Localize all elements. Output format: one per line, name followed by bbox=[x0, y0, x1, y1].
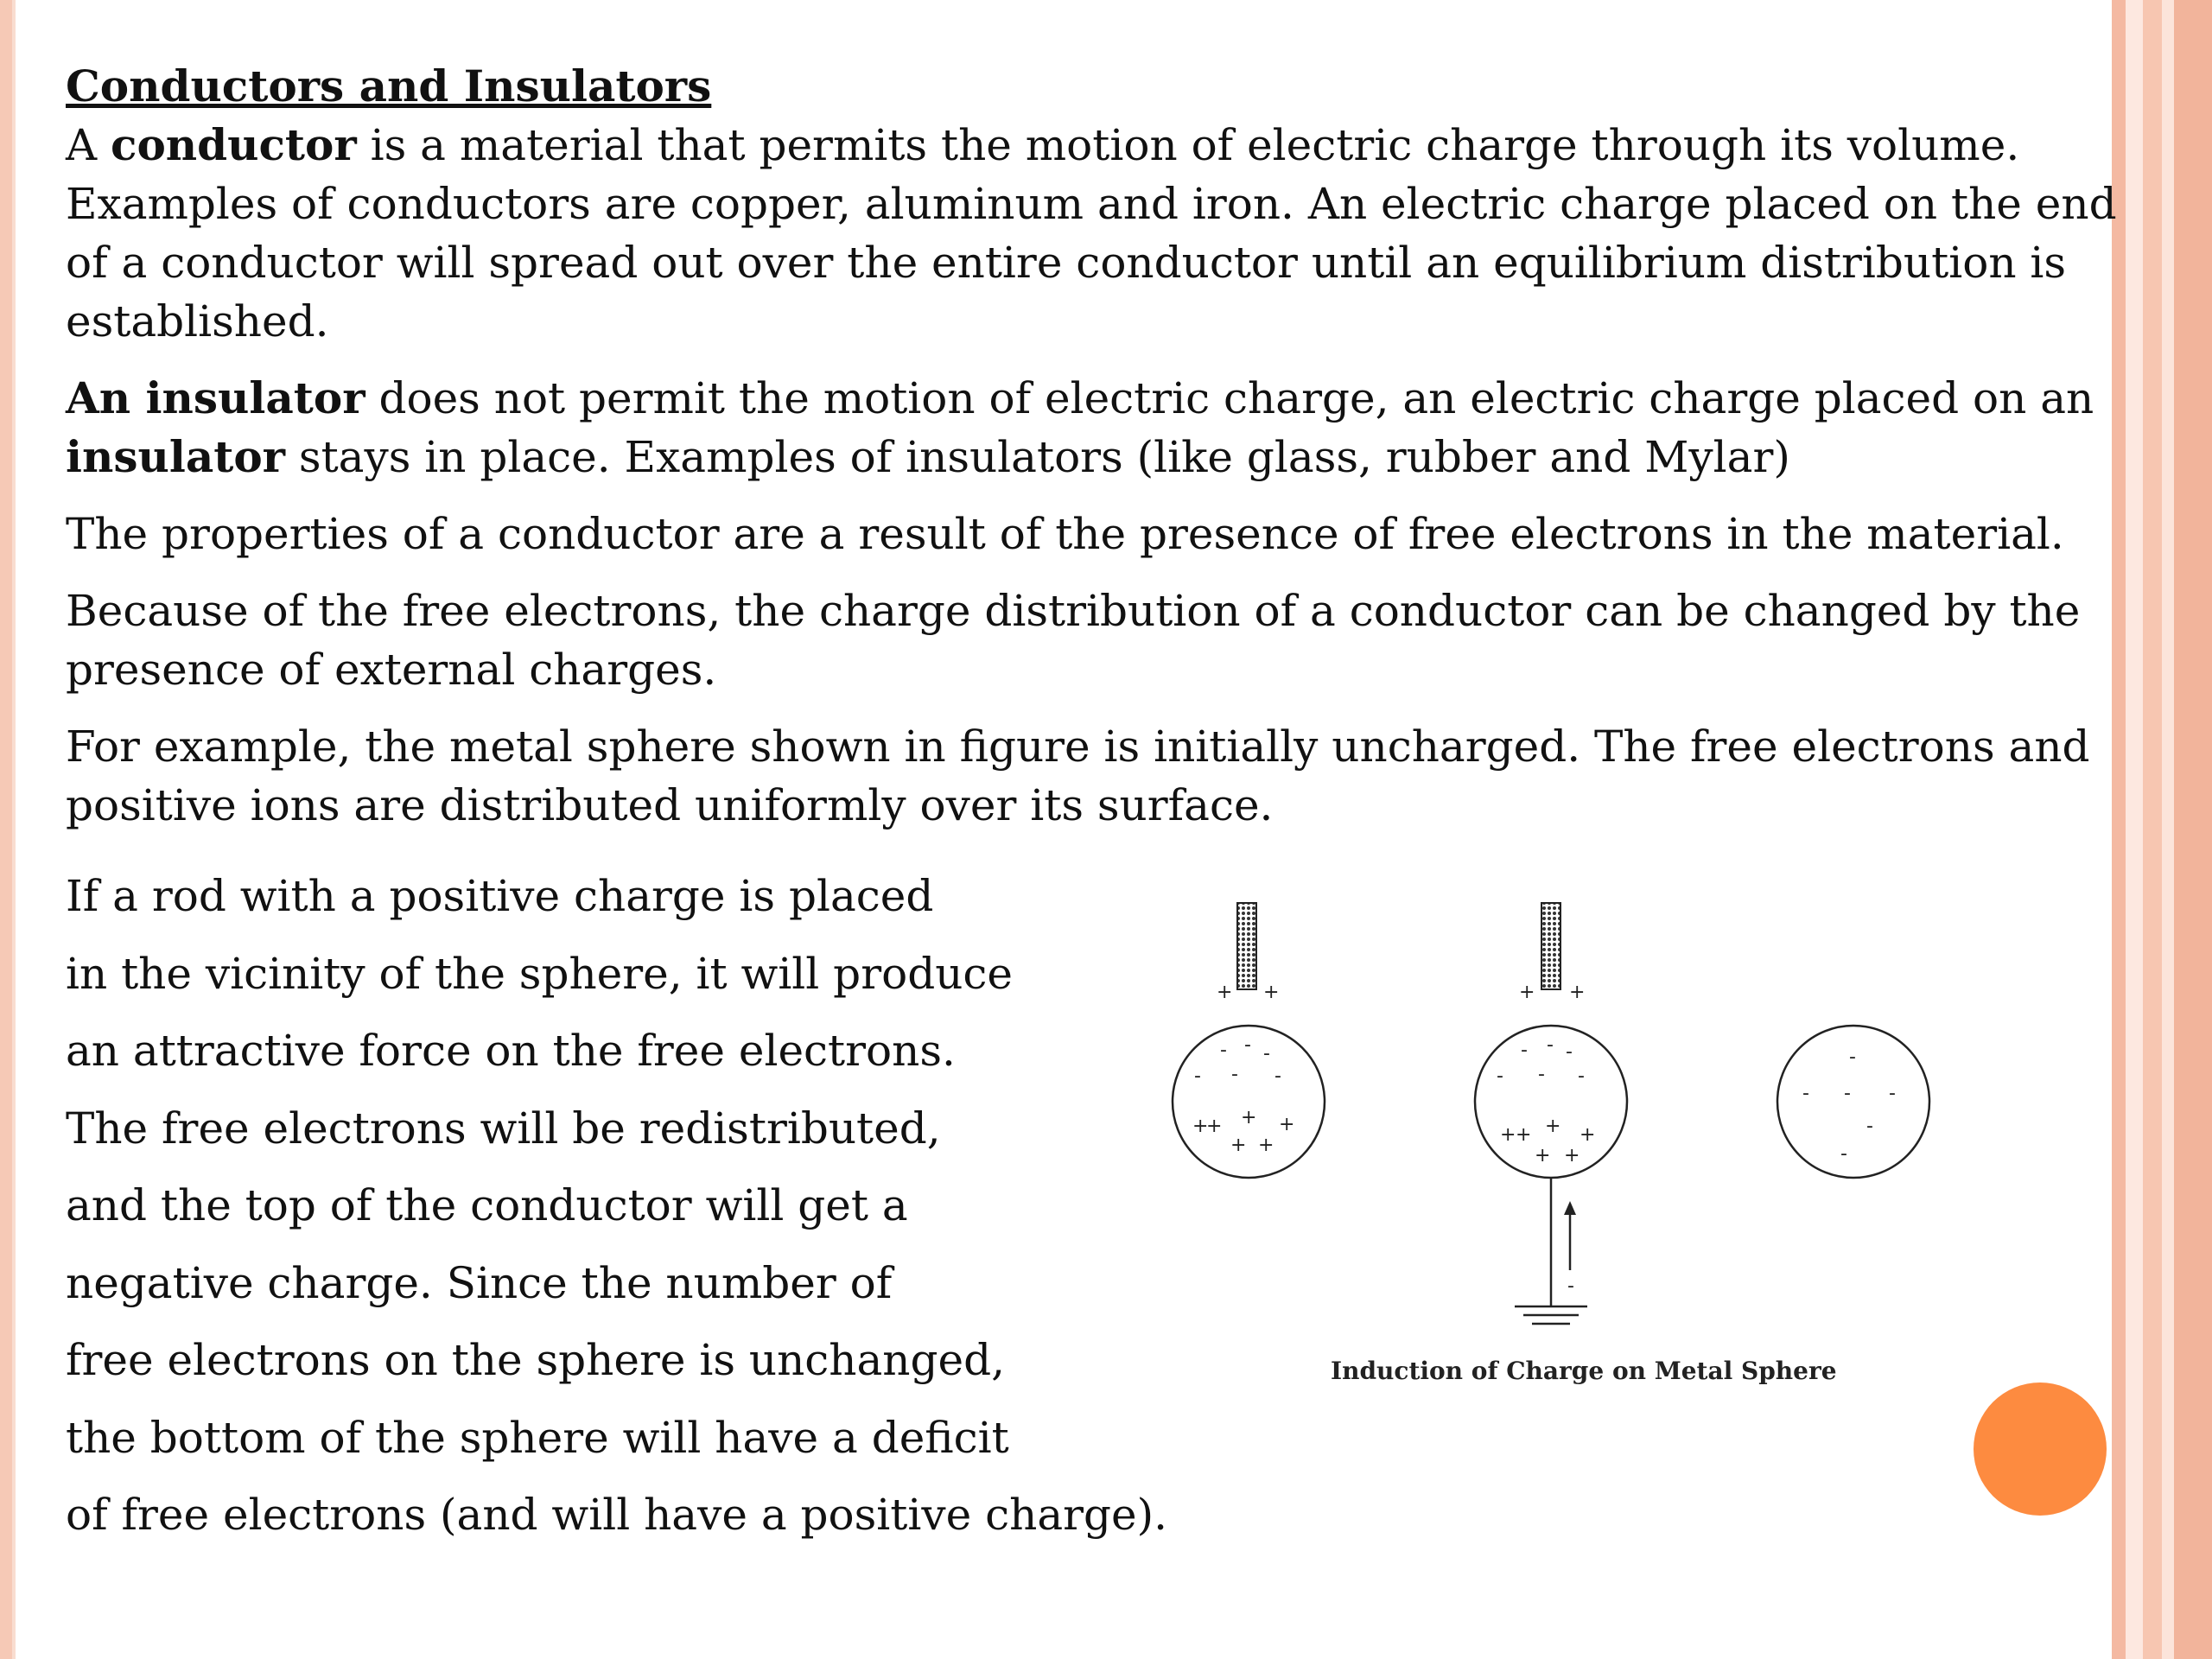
explanation-line: the bottom of the sphere will have a deficit bbox=[66, 1412, 1009, 1463]
term-conductor: conductor bbox=[111, 119, 357, 170]
svg-text:-: - bbox=[1220, 1039, 1227, 1061]
svg-text:-: - bbox=[1844, 1083, 1851, 1104]
svg-text:-: - bbox=[1566, 1041, 1573, 1063]
slide-body bbox=[66, 57, 2157, 853]
svg-text:-: - bbox=[1849, 1046, 1856, 1068]
paragraph-conductor: A conductor is a material that permits the motion of electric charge through its volume. Examples of conductors are copper, aluminum and iron. An electric charge placed on the end of a conductor will spread out over the entire conductor until an equilibrium distribution is established. bbox=[66, 119, 2117, 346]
slide-title: Conductors and Insulators bbox=[66, 60, 712, 111]
explanation-line: If a rod with a positive charge is placed bbox=[66, 871, 934, 921]
paragraph-insulator: An insulator does not permit the motion of electric charge, an electric charge placed on an insulator stays in place. Examples of insulators (like glass, rubber and Mylar) bbox=[66, 372, 2094, 482]
induction-figure bbox=[1158, 890, 1896, 1391]
figure-caption: Induction of Charge on Metal Sphere bbox=[1331, 1357, 1837, 1385]
svg-text:+: + bbox=[1263, 982, 1280, 1003]
panel-grounded-sphere bbox=[1475, 903, 1627, 1324]
arrow-head bbox=[1564, 1201, 1576, 1215]
right-frame-stripe bbox=[2174, 0, 2212, 1659]
explanation-line: an attractive force on the free electrons. bbox=[66, 1026, 956, 1076]
svg-text:+: + bbox=[1206, 1116, 1223, 1137]
explanation-line: in the vicinity of the sphere, it will produce bbox=[66, 948, 1013, 999]
explanation-line: The free electrons will be redistributed, bbox=[66, 1103, 941, 1154]
panel-rod-near-sphere bbox=[1173, 903, 1325, 1178]
panel-isolated-sphere bbox=[1777, 1026, 1929, 1178]
svg-text:-: - bbox=[1889, 1083, 1896, 1104]
svg-text:-: - bbox=[1866, 1116, 1873, 1137]
svg-text:+: + bbox=[1500, 1124, 1516, 1146]
svg-text:-: - bbox=[1244, 1034, 1251, 1056]
term-insulator: An insulator bbox=[66, 372, 365, 423]
charged-rod bbox=[1237, 903, 1256, 989]
svg-text:-: - bbox=[1840, 1143, 1847, 1165]
explanation-line: of free electrons (and will have a positive charge). bbox=[66, 1490, 1168, 1540]
svg-text:+: + bbox=[1516, 1124, 1532, 1146]
right-frame-stripe bbox=[2162, 0, 2174, 1659]
induction-explanation bbox=[66, 858, 1167, 1554]
svg-text:+: + bbox=[1519, 982, 1535, 1003]
svg-text:-: - bbox=[1497, 1065, 1503, 1087]
svg-text:-: - bbox=[1547, 1034, 1554, 1056]
svg-text:+: + bbox=[1241, 1107, 1257, 1128]
svg-text:-: - bbox=[1274, 1065, 1281, 1087]
svg-text:+: + bbox=[1230, 1135, 1247, 1156]
svg-text:+: + bbox=[1192, 1116, 1209, 1137]
svg-text:-: - bbox=[1567, 1275, 1574, 1297]
left-border bbox=[0, 0, 12, 1659]
explanation-line: negative charge. Since the number of bbox=[66, 1257, 893, 1308]
explanation-line: free electrons on the sphere is unchanged, bbox=[66, 1335, 1005, 1385]
svg-text:+: + bbox=[1258, 1135, 1274, 1156]
svg-text:+: + bbox=[1545, 1116, 1561, 1137]
svg-text:-: - bbox=[1578, 1065, 1585, 1087]
svg-text:-: - bbox=[1521, 1039, 1528, 1061]
svg-text:+: + bbox=[1564, 1145, 1580, 1166]
svg-text:-: - bbox=[1263, 1043, 1270, 1065]
svg-text:-: - bbox=[1802, 1083, 1809, 1104]
paragraph-properties: The properties of a conductor are a result of the presence of free electrons in the material. bbox=[66, 509, 2064, 559]
accent-circle bbox=[1974, 1382, 2107, 1516]
paragraph-free-electrons: Because of the free electrons, the charge distribution of a conductor can be changed by the presence of external charges. bbox=[66, 586, 2081, 695]
svg-text:-: - bbox=[1538, 1064, 1545, 1085]
svg-text:+: + bbox=[1279, 1114, 1295, 1135]
svg-text:+: + bbox=[1217, 982, 1233, 1003]
svg-text:+: + bbox=[1569, 982, 1586, 1003]
svg-text:-: - bbox=[1231, 1064, 1238, 1085]
svg-text:-: - bbox=[1194, 1065, 1201, 1087]
paragraph-example: For example, the metal sphere shown in figure is initially uncharged. The free electrons and positive ions are distributed uniformly over its surface. bbox=[66, 721, 2090, 830]
svg-text:+: + bbox=[1580, 1124, 1596, 1146]
explanation-line: and the top of the conductor will get a bbox=[66, 1180, 908, 1230]
svg-text:+: + bbox=[1535, 1145, 1551, 1166]
charged-rod bbox=[1541, 903, 1560, 989]
term-insulator-2: insulator bbox=[66, 431, 286, 482]
